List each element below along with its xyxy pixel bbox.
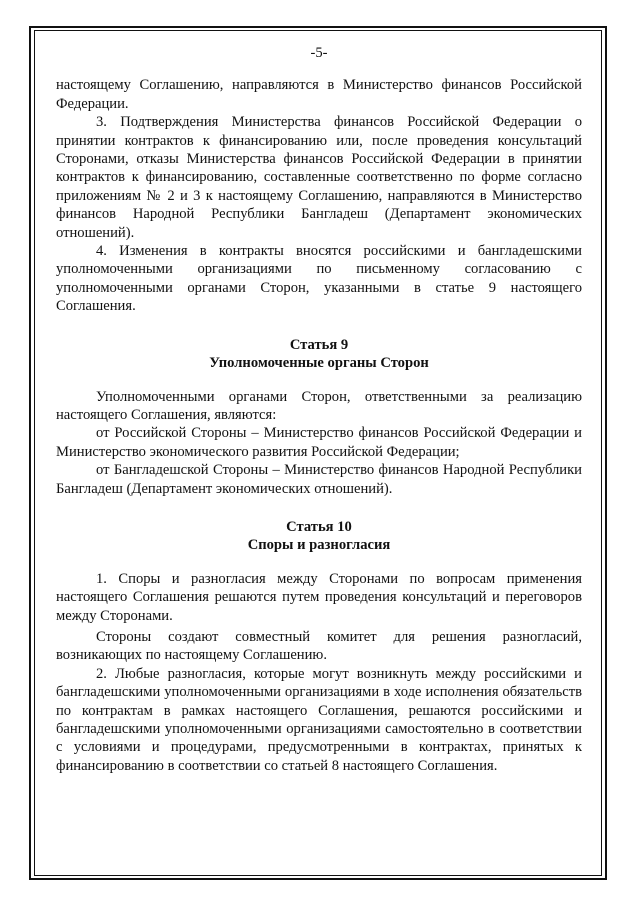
- article10-paragraph-2: 2. Любые разногласия, которые могут возникнуть между российскими и бангладешскими уполномоченными организациями в ходе исполнения обязательств по контрактам в рамках настоящего Соглашения, решаются российскими и бангладешскими уполномоченными организациями самостоятельно в соответствии с условиями и процедурами, предусмотренными в контрактах, принятых к финансированию в соответствии со статьей 8 настоящего Соглашения.: [56, 665, 582, 774]
- article10-title: Споры и разногласия: [247, 537, 391, 554]
- article10-number: Статья 10: [286, 518, 352, 535]
- article9-number: Статья 9: [289, 336, 349, 353]
- article10-paragraph-1: 1. Споры и разногласия между Сторонами по вопросам применения настоящего Соглашения решаются путем проведения консультаций и переговоров между Сторонами.: [56, 570, 582, 624]
- article9-intro: Уполномоченными органами Сторон, ответственными за реализацию настоящего Соглашения, являются:: [56, 388, 582, 423]
- article10-paragraph-committee: Стороны создают совместный комитет для решения разногласий, возникающих по настоящему Соглашению.: [56, 628, 582, 664]
- article9-bangladesh-party: от Бангладешской Стороны – Министерство финансов Народной Республики Бангладеш (Департамент экономических отношений).: [56, 462, 582, 497]
- article8-paragraph-4: 4. Изменения в контракты вносятся российскими и бангладешскими уполномоченными организациями по письменному согласованию с уполномоченными органами Сторон, указанными в статье 9 настоящего Соглашения.: [56, 243, 582, 315]
- article8-paragraph-3: 3. Подтверждения Министерства финансов Российской Федерации о принятии контрактов к финансированию или, после проведения консультаций Сторонами, отказы Министерства финансов Российской Федерации в принятии контрактов к финансированию, составленные соответственно по форме согласно приложениям № 2 и 3 к настоящему Соглашению, направляются в Министерство финансов Народной Республики Бангладеш (Департамент экономических отношений).: [56, 114, 582, 241]
- page-number: -5-: [310, 45, 328, 61]
- article9-title: Уполномоченные органы Сторон: [209, 355, 429, 372]
- document-body: [56, 44, 582, 775]
- article8-paragraph-continued: настоящему Соглашению, направляются в Министерство финансов Российской Федерации.: [56, 77, 582, 112]
- article9-russian-party: от Российской Стороны – Министерство финансов Российской Федерации и Министерство экономического развития Российской Федерации;: [56, 425, 582, 460]
